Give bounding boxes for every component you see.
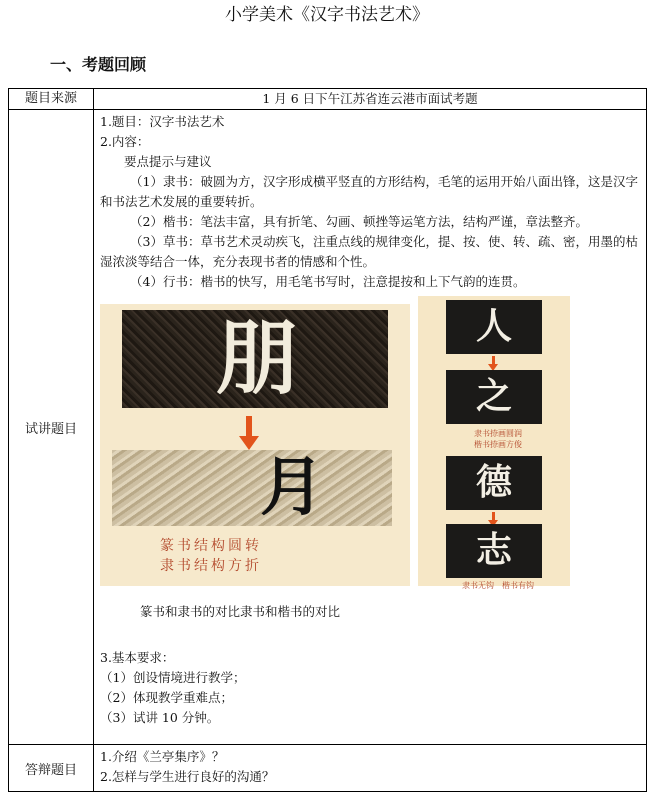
exam-table <box>8 88 647 792</box>
source-value: 1 月 6 日下午江苏省连云港市面试考题 <box>94 89 647 110</box>
requirement-3: （3）试讲 10 分钟。 <box>100 710 220 725</box>
tile-note-1-line-1: 隶书捺画圆润 <box>474 429 522 438</box>
defense-label: 答辩题目 <box>9 745 94 792</box>
trial-item-3: 3.基本要求： <box>100 650 175 665</box>
trial-content <box>94 110 647 745</box>
calligraphy-images <box>100 304 640 596</box>
requirement-1: （1）创设情境进行教学； <box>100 670 246 685</box>
seal-script-glyph: 朋 <box>215 311 298 406</box>
defense-question-1: 1.介绍《兰亭集序》？ <box>100 749 225 764</box>
defense-question-2: 2.怎样与学生进行良好的沟通？ <box>100 769 275 784</box>
tile-note-1-line-2: 楷书捺画方俊 <box>474 440 522 449</box>
section-heading: 一、考题回顾 <box>50 55 147 74</box>
trial-item-2: 2.内容： <box>100 134 150 149</box>
image-note <box>160 536 350 576</box>
tile-note-1 <box>448 428 548 450</box>
calligraphy-tile-4: 志 <box>446 524 542 578</box>
image-note-line-2: 隶书结构方折 <box>160 558 262 574</box>
table-row <box>9 745 647 792</box>
image-note-line-1: 篆书结构圆转 <box>160 538 262 554</box>
trial-item-1: 1.题目：汉字书法艺术 <box>100 114 225 129</box>
arrow-down-icon <box>492 356 495 364</box>
arrow-down-icon <box>492 512 495 520</box>
table-row <box>9 110 647 745</box>
table-row <box>9 89 647 110</box>
clerical-script-glyph: 月 <box>260 451 324 525</box>
calligraphy-tile-2: 之 <box>446 370 542 424</box>
tile-note-2: 隶书无钩 楷书有钩 <box>462 581 534 590</box>
arrow-down-icon <box>246 416 252 438</box>
source-label: 题目来源 <box>9 89 94 110</box>
tip-paragraph-1: （1）隶书：破圆为方，汉字形成横平竖直的方形结构，毛笔的运用开始八面出锋，这是汉字和书法艺术发展的重要转折。 <box>100 174 638 209</box>
defense-content <box>94 745 647 792</box>
clerical-regular-comparison-image <box>418 296 570 590</box>
image-caption: 篆书和隶书的对比隶书和楷书的对比 <box>140 604 341 619</box>
document-title: 小学美术《汉字书法艺术》 <box>225 5 429 25</box>
tip-paragraph-4: （4）行书：楷书的快写，用毛笔书写时，注意提按和上下气韵的连贯。 <box>130 274 526 289</box>
tips-heading: 要点提示与建议 <box>124 154 212 169</box>
seal-clerical-comparison-image <box>100 304 410 586</box>
trial-label: 试讲题目 <box>9 110 94 745</box>
clerical-script-rubbing <box>112 450 392 526</box>
calligraphy-tile-1: 人 <box>446 300 542 354</box>
requirement-2: （2）体现教学重难点； <box>100 690 233 705</box>
calligraphy-tile-3: 德 <box>446 456 542 510</box>
tip-paragraph-2: （2）楷书：笔法丰富，具有折笔、勾画、顿挫等运笔方法，结构严谨，章法整齐。 <box>130 214 588 229</box>
tip-paragraph-3: （3）草书：草书艺术灵动疾飞，注重点线的规律变化，提、按、使、转、疏、密，用墨的枯湿浓淡等结合一体，充分表现书者的情感和个性。 <box>100 234 638 269</box>
seal-script-rubbing <box>122 310 388 408</box>
